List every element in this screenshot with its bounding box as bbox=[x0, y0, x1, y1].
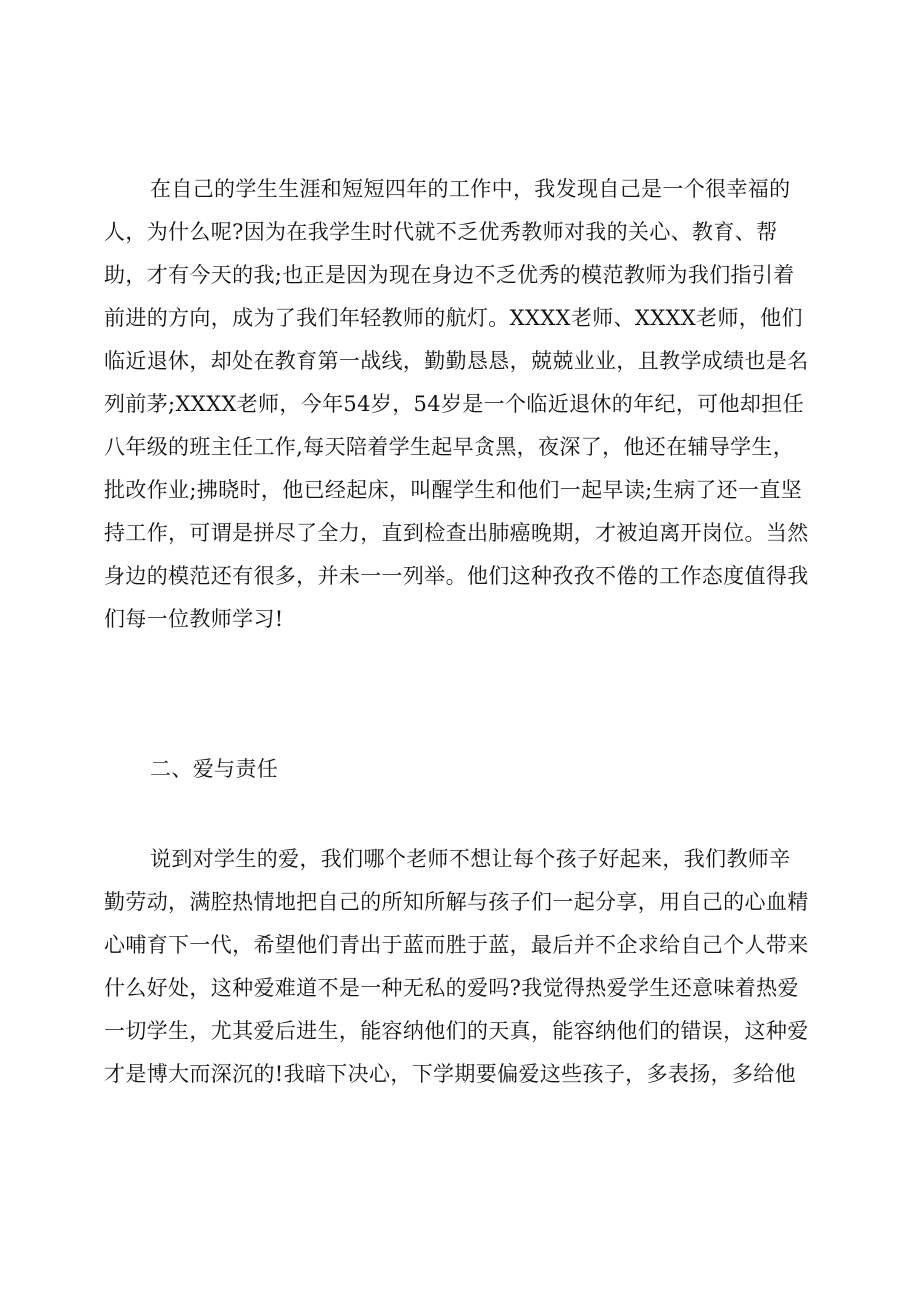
text-line: 身边的模范还有很多，并未一一列举。他们这种孜孜不倦的工作态度值得我 bbox=[104, 564, 809, 588]
text-line: 八年级的班主任工作,每天陪着学生起早贪黑，夜深了，他还在辅导学生， bbox=[104, 435, 795, 459]
paragraph-role-models bbox=[104, 168, 824, 641]
text-line: 列前茅;XXXX老师，今年54岁，54岁是一个临近退休的年纪，可他却担任 bbox=[104, 392, 804, 416]
text-line: 勤劳动，满腔热情地把自己的所知所解与孩子们一起分享，用自己的心血精 bbox=[104, 890, 809, 914]
text-line: 才是博大而深沉的!我暗下决心，下学期要偏爱这些孩子，多表扬，多给他 bbox=[104, 1062, 796, 1086]
text-line: 在自己的学生生涯和短短四年的工作中，我发现自己是一个很幸福的 bbox=[150, 177, 791, 201]
section-heading-text: 二、爱与责任 bbox=[150, 757, 279, 781]
text-line: 说到对学生的爱，我们哪个老师不想让每个孩子好起来，我们教师辛 bbox=[150, 847, 791, 871]
paragraph-love-responsibility bbox=[104, 838, 824, 1096]
text-line: 什么好处，这种爱难道不是一种无私的爱吗?我觉得热爱学生还意味着热爱 bbox=[104, 976, 799, 1000]
text-line: 人，为什么呢?因为在我学生时代就不乏优秀教师对我的关心、教育、帮 bbox=[104, 220, 778, 244]
text-line: 们每一位教师学习! bbox=[104, 607, 284, 631]
text-line: 前进的方向，成为了我们年轻教师的航灯。XXXX老师、XXXX老师，他们 bbox=[104, 306, 803, 330]
text-line: 心哺育下一代，希望他们青出于蓝而胜于蓝，最后并不企求给自己个人带来 bbox=[104, 933, 809, 957]
text-line: 持工作，可谓是拼尽了全力，直到检查出肺癌晚期，才被迫离开岗位。当然 bbox=[104, 521, 809, 545]
text-line: 临近退休，却处在教育第一战线，勤勤恳恳，兢兢业业，且教学成绩也是名 bbox=[104, 349, 809, 373]
text-line: 一切学生，尤其爱后进生，能容纳他们的天真，能容纳他们的错误，这种爱 bbox=[104, 1019, 809, 1043]
text-line: 批改作业;拂晓时，他已经起床，叫醒学生和他们一起早读;生病了还一直坚 bbox=[104, 478, 803, 502]
text-line: 助，才有今天的我;也正是因为现在身边不乏优秀的模范教师为我们指引着 bbox=[104, 263, 795, 287]
section-heading bbox=[104, 748, 824, 791]
